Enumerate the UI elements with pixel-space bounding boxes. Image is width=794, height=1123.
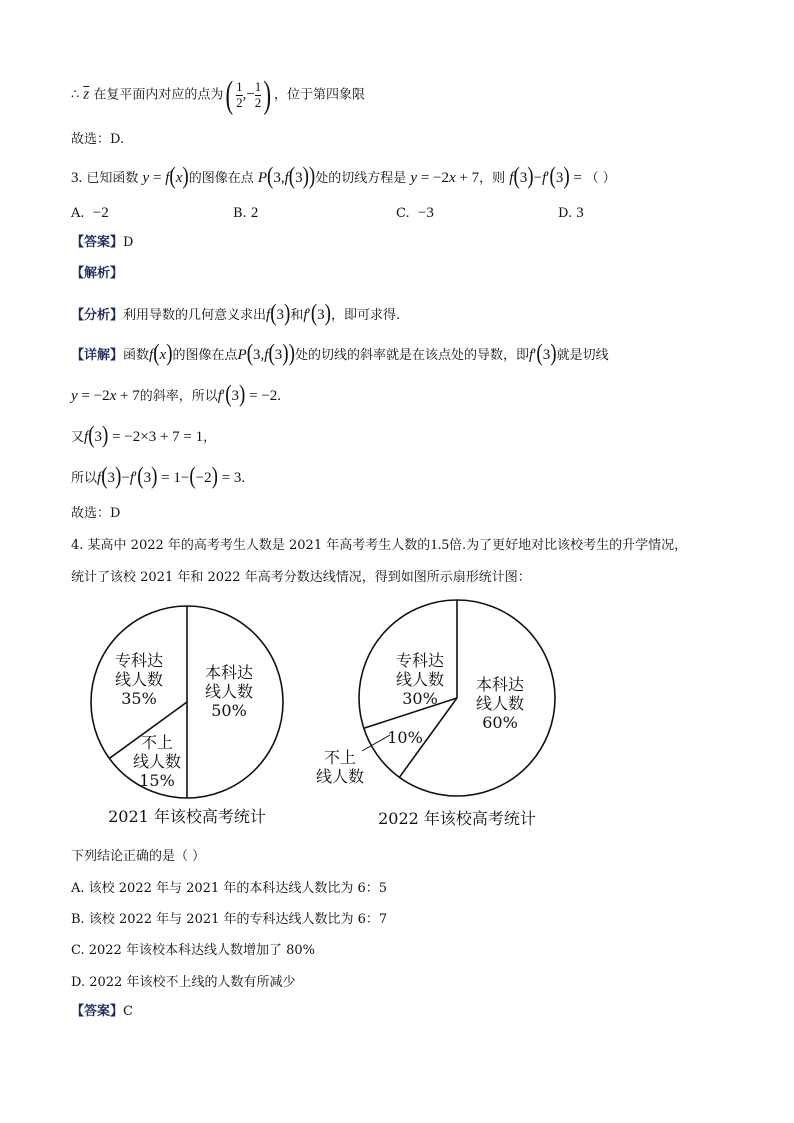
q3-xiangjie-2: y = −2x + 7的斜率，所以f′(3) = −2. <box>71 381 282 408</box>
q4-question: 下列结论正确的是（ ） <box>71 849 206 864</box>
q4-option-b: B. 该校 2022 年与 2021 年的专科达线人数比为 6：7 <box>71 912 388 927</box>
q3-xiangjie-1: 【详解】函数f(x)的图像在点P(3,f(3))处的切线的斜率就是在该点处的导数，即f′(3)就是切线 <box>71 340 609 367</box>
q3-xiangjie-3: 又f(3) = −2×3 + 7 = 1， <box>71 422 217 449</box>
pie-charts <box>0 598 794 838</box>
q2-text-after: ，位于第四象限 <box>273 87 365 103</box>
q4-answer: 【答案】C <box>71 1004 133 1019</box>
q3-analysis-tag: 【解析】 <box>71 266 124 281</box>
pie-2022-slice-bushang-pct: 10% <box>387 728 423 747</box>
pie-2021-slice-zhuanke-label: 线人数 <box>114 670 164 689</box>
pie-2021-slice-benke-label: 50% <box>211 701 247 720</box>
pie-2021-slice-zhuanke-label: 专科达 <box>114 651 164 670</box>
pie-2021 <box>91 606 283 798</box>
q4-option-c: C. 2022 年该校本科达线人数增加了 80% <box>71 943 315 958</box>
q4-stem-1: 4. 某高中 2022 年的高考考生人数是 2021 年高考考生人数的1.5倍.为了更好地对比该校考生的升学情况， <box>71 537 688 553</box>
q4-option-a: A. 该校 2022 年与 2021 年的本科达线人数比为 6：5 <box>71 881 388 896</box>
q3-xiangjie-4: 所以f(3)−f′(3) = 1−(−2) = 3. <box>71 463 246 490</box>
pie-2022-leader-line <box>362 735 390 751</box>
q2-answer-line: 故选：D. <box>71 132 125 147</box>
zbar-symbol: $\overline{z}$ <box>83 86 90 103</box>
fraction-1: $\frac{1}{2}$ <box>236 79 243 110</box>
q3-stem: 3. 已知函数 y = f(x)的图像在点 P(3,f(3))处的切线方程是 y = −2x + 7，则 f(3)−f′(3) = （ ） <box>71 163 616 190</box>
pie-2022-slice-bushang-label: 不上 <box>323 748 357 767</box>
pie-2022-slice-zhuanke-label: 30% <box>402 689 438 708</box>
q3-option-b: B. 2 <box>233 205 259 221</box>
minus-sign: − <box>246 86 255 103</box>
pie-2021-slice-benke-label: 本科达 <box>204 663 254 682</box>
q3-option-d: D. 3 <box>558 205 584 221</box>
pie-2022 <box>316 600 555 796</box>
pie-2021-slice-bushang-label: 不上 <box>140 733 174 752</box>
pie-2022-slice-benke-label: 线人数 <box>475 694 525 713</box>
pie-2021-slice-bushang-label: 线人数 <box>132 752 182 771</box>
pie-2021-slice-bushang-label: 15% <box>139 771 175 790</box>
q3-answer: 【答案】D <box>71 235 134 250</box>
open-paren: ( <box>225 74 234 116</box>
pie-2021-title: 2021 年该校高考统计 <box>108 807 266 826</box>
pie-2022-slice-bushang-label: 线人数 <box>315 767 365 786</box>
pie-2022-slice-zhuanke-label: 线人数 <box>395 670 445 689</box>
q2-text-before: 在复平面内对应的点为 <box>93 87 224 103</box>
comma: , <box>242 86 247 103</box>
q4-option-d: D. 2022 年该校不上线的人数有所减少 <box>71 975 296 990</box>
q2-conclusion-line <box>71 76 365 114</box>
q3-option-a: A. −2 <box>71 205 109 221</box>
q3-choose: 故选：D <box>71 506 121 521</box>
pie-2021-slice-zhuanke-label: 35% <box>121 689 157 708</box>
q4-stem-2: 统计了该校 2021 年和 2022 年高考分数达线情况，得到如图所示扇形统计图： <box>71 570 531 585</box>
pie-2022-slice-zhuanke-label: 专科达 <box>395 651 445 670</box>
fraction-2: $\frac{1}{2}$ <box>254 79 262 110</box>
pie-2022-slice-benke-label: 本科达 <box>475 675 525 694</box>
q3-option-c: C. −3 <box>396 205 434 221</box>
pie-2022-slice-benke-label: 60% <box>482 713 518 732</box>
therefore-symbol: ∴ <box>71 87 80 103</box>
q3-fenxi: 【分析】利用导数的几何意义求出f(3)和f′(3)，即可求得. <box>71 300 401 327</box>
close-paren: ) <box>263 74 272 116</box>
pie-2022-title: 2022 年该校高考统计 <box>378 809 536 828</box>
pie-2021-slice-benke-label: 线人数 <box>204 682 254 701</box>
